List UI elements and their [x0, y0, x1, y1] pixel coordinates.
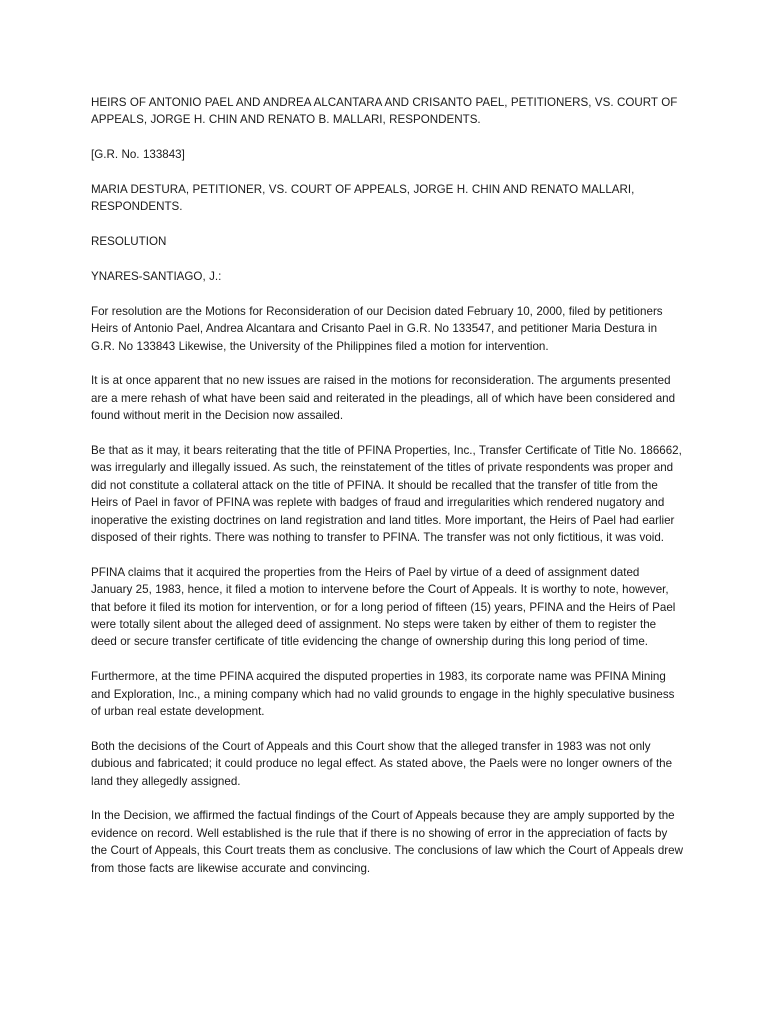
body-paragraph: Both the decisions of the Court of Appeals and this Court show that the alleged transfer in 1983 was not only dubious and fabricated; it could produce no legal effect. As stated above, the Paels were no longer owners of the land they allegedly assigned. [91, 739, 673, 788]
gr-number: [G.R. No. 133843] [91, 148, 185, 162]
body-paragraph: In the Decision, we affirmed the factual findings of the Court of Appeals because they are amply supported by the evidence on record. Well established is the rule that if there is no showing of error in the appreciation of facts by the Court of Appeals, this Court treats them as conclusive. The conclusions of law which the Court of Appeals drew from those facts are likewise accurate and convincing. [91, 809, 683, 875]
ponente: YNARES-SANTIAGO, J.: [91, 270, 222, 283]
body-paragraph: Furthermore, at the time PFINA acquired the disputed properties in 1983, its corporate name was PFINA Mining and Exploration, Inc., a mining company which had no valid grounds to engage in the highly speculative business of urban real estate development. [91, 670, 675, 719]
resolution-heading: RESOLUTION [91, 235, 167, 249]
body-paragraph: It is at once apparent that no new issues are raised in the motions for reconsideration. The arguments presented are a mere rehash of what have been said and reiterated in the pleadings, all of which have been considered and found without merit in the Decision now assailed. [91, 374, 676, 423]
document-page [91, 94, 683, 895]
case-caption-2: MARIA DESTURA, PETITIONER, VS. COURT OF APPEALS, JORGE H. CHIN AND RENATO MALLARI, RESPONDENTS. [91, 183, 635, 214]
body-paragraph: For resolution are the Motions for Reconsideration of our Decision dated February 10, 2000, filed by petitioners Heirs of Antonio Pael, Andrea Alcantara and Crisanto Pael in G.R. No 133547, and petitioner Maria Destura in G.R. No 133843 Likewise, the University of the Philippines filed a motion for intervention. [91, 304, 663, 353]
body-paragraph: Be that as it may, it bears reiterating that the title of PFINA Properties, Inc., Transfer Certificate of Title No. 186662, was irregularly and illegally issued. As such, the reinstatement of the titles of private respondents was proper and did not constitute a collateral attack on the title of PFINA. It should be recalled that the transfer of title from the Heirs of Pael in favor of PFINA was replete with badges of fraud and irregularities which rendered nugatory and inoperative the existing doctrines on land registration and land titles. More important, the Heirs of Pael had earlier disposed of their rights. There was nothing to transfer to PFINA. The transfer was not only fictitious, it was void. [91, 444, 682, 545]
case-caption: HEIRS OF ANTONIO PAEL AND ANDREA ALCANTARA AND CRISANTO PAEL, PETITIONERS, VS. COURT OF APPEALS, JORGE H. CHIN AND RENATO B. MALLARI, RESPONDENTS. [91, 96, 678, 127]
body-paragraph: PFINA claims that it acquired the properties from the Heirs of Pael by virtue of a deed of assignment dated January 25, 1983, hence, it filed a motion to intervene before the Court of Appeals. It is worthy to note, however, that before it filed its motion for intervention, or for a long period of fifteen (15) years, PFINA and the Heirs of Pael were totally silent about the alleged deed of assignment. No steps were taken by either of them to register the deed or secure transfer certificate of title evidencing the change of ownership during this long period of time. [91, 565, 676, 649]
